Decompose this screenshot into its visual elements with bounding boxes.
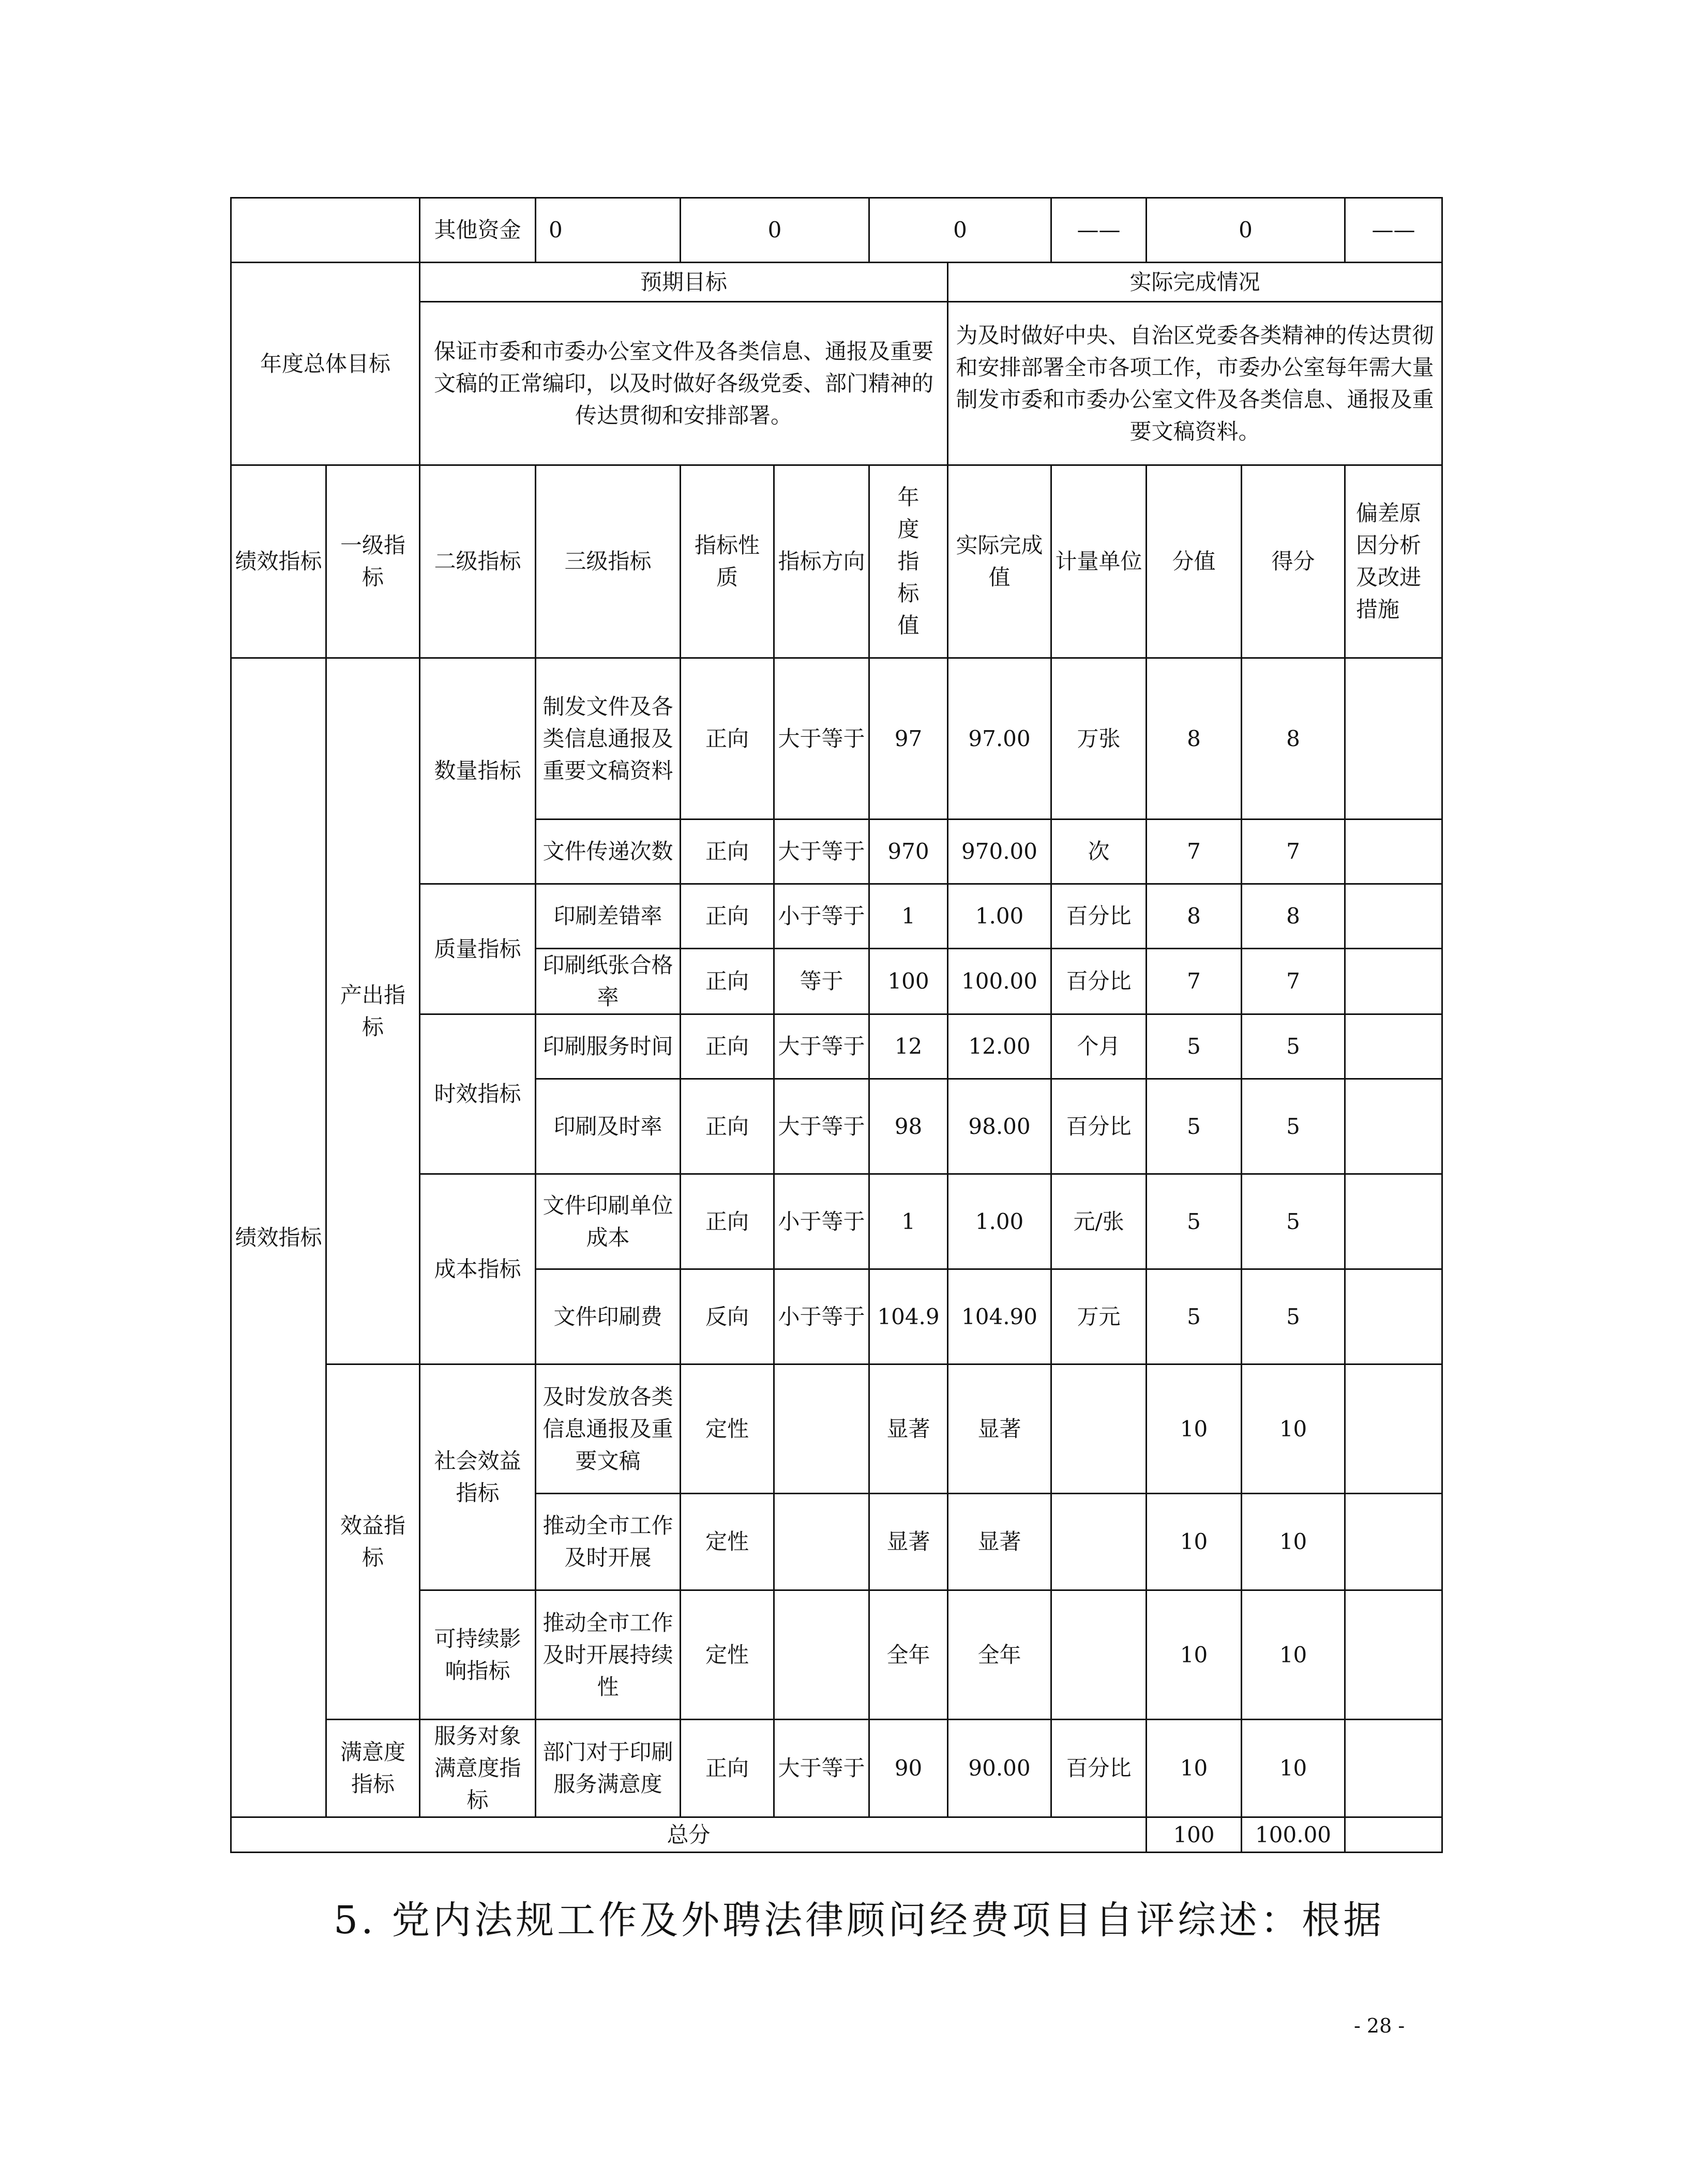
nature-cell: 正向 bbox=[681, 1014, 774, 1079]
other-funds-value: 0 bbox=[681, 198, 869, 263]
section-heading: 5. 党内法规工作及外聘法律顾问经费项目自评综述：根据 bbox=[334, 1898, 1385, 1943]
target-cell: 970 bbox=[869, 820, 948, 884]
unit-cell: 次 bbox=[1051, 820, 1147, 884]
score-cell: 10 bbox=[1147, 1720, 1242, 1817]
unit-cell: 百分比 bbox=[1051, 884, 1147, 949]
actual-cell: 97.00 bbox=[948, 658, 1051, 820]
got-cell: 7 bbox=[1242, 820, 1345, 884]
nature-cell: 定性 bbox=[681, 1494, 774, 1590]
nature-cell: 正向 bbox=[681, 1174, 774, 1269]
actual-cell: 显著 bbox=[948, 1494, 1051, 1590]
column-header: 偏差原因分析及改进措施 bbox=[1345, 465, 1442, 658]
nature-cell: 正向 bbox=[681, 949, 774, 1014]
column-header: 二级指标 bbox=[420, 465, 536, 658]
column-header: 分值 bbox=[1147, 465, 1242, 658]
got-cell: 10 bbox=[1242, 1720, 1345, 1817]
note-cell bbox=[1345, 1720, 1442, 1817]
target-cell: 98 bbox=[869, 1079, 948, 1174]
level2-cell: 时效指标 bbox=[420, 1014, 536, 1174]
level3-cell: 部门对于印刷服务满意度 bbox=[536, 1720, 681, 1817]
note-cell bbox=[1345, 1269, 1442, 1364]
column-header: 绩效指标 bbox=[231, 465, 326, 658]
note-cell bbox=[1345, 658, 1442, 820]
page-number: - 28 - bbox=[1354, 2014, 1405, 2037]
nature-cell: 反向 bbox=[681, 1269, 774, 1364]
got-cell: 5 bbox=[1242, 1079, 1345, 1174]
level2-cell: 成本指标 bbox=[420, 1174, 536, 1364]
score-cell: 10 bbox=[1147, 1364, 1242, 1494]
target-cell: 97 bbox=[869, 658, 948, 820]
unit-cell bbox=[1051, 1364, 1147, 1494]
note-cell bbox=[1345, 1364, 1442, 1494]
score-cell: 5 bbox=[1147, 1269, 1242, 1364]
direction-cell: 大于等于 bbox=[774, 1079, 869, 1174]
unit-cell bbox=[1051, 1494, 1147, 1590]
level3-cell: 印刷差错率 bbox=[536, 884, 681, 949]
level2-cell: 质量指标 bbox=[420, 884, 536, 1014]
unit-cell: 万张 bbox=[1051, 658, 1147, 820]
direction-cell bbox=[774, 1590, 869, 1720]
column-header: 三级指标 bbox=[536, 465, 681, 658]
unit-cell: 百分比 bbox=[1051, 1720, 1147, 1817]
score-cell: 10 bbox=[1147, 1494, 1242, 1590]
note-cell bbox=[1345, 1014, 1442, 1079]
column-header: 实际完成值 bbox=[948, 465, 1051, 658]
nature-cell: 定性 bbox=[681, 1364, 774, 1494]
column-header: 一级指标 bbox=[326, 465, 420, 658]
score-cell: 7 bbox=[1147, 820, 1242, 884]
column-header: 指标性质 bbox=[681, 465, 774, 658]
got-cell: 5 bbox=[1242, 1174, 1345, 1269]
got-cell: 8 bbox=[1242, 658, 1345, 820]
got-cell: 10 bbox=[1242, 1364, 1345, 1494]
target-cell: 全年 bbox=[869, 1590, 948, 1720]
actual-cell: 98.00 bbox=[948, 1079, 1051, 1174]
score-cell: 10 bbox=[1147, 1590, 1242, 1720]
other-funds-row bbox=[231, 198, 1442, 263]
got-cell: 10 bbox=[1242, 1494, 1345, 1590]
target-cell: 显著 bbox=[869, 1364, 948, 1494]
level3-cell: 文件印刷单位成本 bbox=[536, 1174, 681, 1269]
direction-cell bbox=[774, 1494, 869, 1590]
actual-cell: 104.90 bbox=[948, 1269, 1051, 1364]
performance-table bbox=[230, 197, 1443, 1853]
other-funds-label: 其他资金 bbox=[420, 198, 536, 263]
direction-cell: 大于等于 bbox=[774, 820, 869, 884]
note-cell bbox=[1345, 949, 1442, 1014]
total-note bbox=[1345, 1817, 1442, 1853]
total-label: 总分 bbox=[231, 1817, 1147, 1853]
other-funds-value: 0 bbox=[869, 198, 1051, 263]
expected-goal-header: 预期目标 bbox=[420, 263, 948, 302]
note-cell bbox=[1345, 1174, 1442, 1269]
nature-cell: 定性 bbox=[681, 1590, 774, 1720]
other-funds-value: —— bbox=[1051, 198, 1147, 263]
note-cell bbox=[1345, 1079, 1442, 1174]
target-cell: 1 bbox=[869, 884, 948, 949]
actual-cell: 12.00 bbox=[948, 1014, 1051, 1079]
level2-cell: 服务对象满意度指标 bbox=[420, 1720, 536, 1817]
unit-cell: 个月 bbox=[1051, 1014, 1147, 1079]
table-row bbox=[231, 1364, 1442, 1494]
table-row bbox=[231, 658, 1442, 820]
other-funds-value: 0 bbox=[536, 198, 681, 263]
note-cell bbox=[1345, 884, 1442, 949]
score-cell: 5 bbox=[1147, 1079, 1242, 1174]
actual-cell: 100.00 bbox=[948, 949, 1051, 1014]
other-funds-value: —— bbox=[1345, 198, 1442, 263]
target-cell: 12 bbox=[869, 1014, 948, 1079]
level3-cell: 推动全市工作及时开展 bbox=[536, 1494, 681, 1590]
group-label: 绩效指标 bbox=[231, 658, 326, 1817]
unit-cell: 元/张 bbox=[1051, 1174, 1147, 1269]
actual-cell: 1.00 bbox=[948, 1174, 1051, 1269]
level3-cell: 及时发放各类信息通报及重要文稿 bbox=[536, 1364, 681, 1494]
note-cell bbox=[1345, 820, 1442, 884]
actual-cell: 1.00 bbox=[948, 884, 1051, 949]
nature-cell: 正向 bbox=[681, 658, 774, 820]
level3-cell: 印刷及时率 bbox=[536, 1079, 681, 1174]
direction-cell: 大于等于 bbox=[774, 1720, 869, 1817]
unit-cell: 万元 bbox=[1051, 1269, 1147, 1364]
level1-cell: 效益指标 bbox=[326, 1364, 420, 1720]
nature-cell: 正向 bbox=[681, 820, 774, 884]
direction-cell bbox=[774, 1364, 869, 1494]
got-cell: 5 bbox=[1242, 1014, 1345, 1079]
table-row bbox=[231, 1720, 1442, 1817]
actual-status-text: 为及时做好中央、自治区党委各类精神的传达贯彻和安排部署全市各项工作，市委办公室每年需大量制发市委和市委办公室文件及各类信息、通报及重要文稿资料。 bbox=[948, 302, 1442, 465]
nature-cell: 正向 bbox=[681, 1079, 774, 1174]
level2-cell: 可持续影响指标 bbox=[420, 1590, 536, 1720]
total-row bbox=[231, 1817, 1442, 1853]
unit-cell: 百分比 bbox=[1051, 1079, 1147, 1174]
got-cell: 8 bbox=[1242, 884, 1345, 949]
actual-cell: 显著 bbox=[948, 1364, 1051, 1494]
got-cell: 7 bbox=[1242, 949, 1345, 1014]
column-header: 计量单位 bbox=[1051, 465, 1147, 658]
target-cell: 显著 bbox=[869, 1494, 948, 1590]
header-row bbox=[231, 465, 1442, 658]
level3-cell: 制发文件及各类信息通报及重要文稿资料 bbox=[536, 658, 681, 820]
direction-cell: 小于等于 bbox=[774, 884, 869, 949]
target-cell: 100 bbox=[869, 949, 948, 1014]
target-cell: 1 bbox=[869, 1174, 948, 1269]
actual-cell: 970.00 bbox=[948, 820, 1051, 884]
score-cell: 7 bbox=[1147, 949, 1242, 1014]
note-cell bbox=[1345, 1494, 1442, 1590]
direction-cell: 大于等于 bbox=[774, 1014, 869, 1079]
direction-cell: 等于 bbox=[774, 949, 869, 1014]
column-header: 得分 bbox=[1242, 465, 1345, 658]
blank-cell bbox=[231, 198, 420, 263]
level2-cell: 社会效益指标 bbox=[420, 1364, 536, 1590]
direction-cell: 小于等于 bbox=[774, 1269, 869, 1364]
level3-cell: 文件传递次数 bbox=[536, 820, 681, 884]
column-header: 指标方向 bbox=[774, 465, 869, 658]
target-cell: 104.9 bbox=[869, 1269, 948, 1364]
got-cell: 10 bbox=[1242, 1590, 1345, 1720]
nature-cell: 正向 bbox=[681, 884, 774, 949]
direction-cell: 大于等于 bbox=[774, 658, 869, 820]
nature-cell: 正向 bbox=[681, 1720, 774, 1817]
level3-cell: 印刷纸张合格率 bbox=[536, 949, 681, 1014]
column-header: 年度指标值 bbox=[869, 465, 948, 658]
score-cell: 5 bbox=[1147, 1174, 1242, 1269]
annual-goal-label: 年度总体目标 bbox=[231, 263, 420, 465]
level2-cell: 数量指标 bbox=[420, 658, 536, 884]
score-cell: 8 bbox=[1147, 658, 1242, 820]
score-cell: 5 bbox=[1147, 1014, 1242, 1079]
total-got: 100.00 bbox=[1242, 1817, 1345, 1853]
actual-cell: 全年 bbox=[948, 1590, 1051, 1720]
other-funds-value: 0 bbox=[1147, 198, 1345, 263]
got-cell: 5 bbox=[1242, 1269, 1345, 1364]
level3-cell: 推动全市工作及时开展持续性 bbox=[536, 1590, 681, 1720]
level3-cell: 文件印刷费 bbox=[536, 1269, 681, 1364]
unit-cell bbox=[1051, 1590, 1147, 1720]
actual-status-header: 实际完成情况 bbox=[948, 263, 1442, 302]
level1-cell: 满意度指标 bbox=[326, 1720, 420, 1817]
level3-cell: 印刷服务时间 bbox=[536, 1014, 681, 1079]
unit-cell: 百分比 bbox=[1051, 949, 1147, 1014]
total-score: 100 bbox=[1147, 1817, 1242, 1853]
expected-goal-text: 保证市委和市委办公室文件及各类信息、通报及重要文稿的正常编印，以及时做好各级党委、部门精神的传达贯彻和安排部署。 bbox=[420, 302, 948, 465]
direction-cell: 小于等于 bbox=[774, 1174, 869, 1269]
note-cell bbox=[1345, 1590, 1442, 1720]
score-cell: 8 bbox=[1147, 884, 1242, 949]
level1-cell: 产出指标 bbox=[326, 658, 420, 1364]
target-cell: 90 bbox=[869, 1720, 948, 1817]
actual-cell: 90.00 bbox=[948, 1720, 1051, 1817]
